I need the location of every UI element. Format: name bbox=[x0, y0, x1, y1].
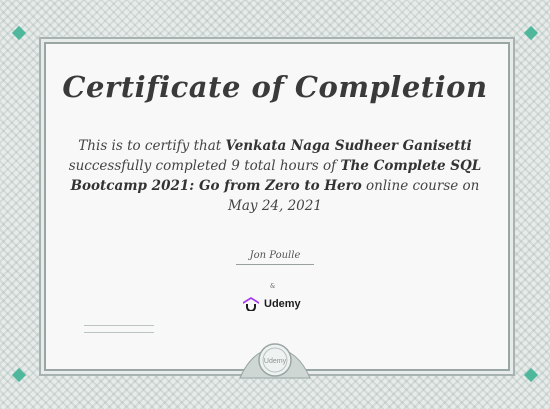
corner-ornament-bottom-right bbox=[524, 368, 538, 382]
corner-ornament-top-right bbox=[524, 26, 538, 40]
seal-emblem-icon bbox=[236, 330, 314, 380]
udemy-logo-icon bbox=[243, 297, 259, 311]
closing-text: online course on May 24, 2021 bbox=[228, 178, 480, 214]
recipient-name: Venkata Naga Sudheer Ganisetti bbox=[225, 138, 472, 154]
corner-ornament-bottom-left bbox=[12, 368, 26, 382]
signature-line bbox=[236, 264, 314, 265]
intro-text: This is to certify that bbox=[78, 138, 222, 154]
corner-ornament-top-left bbox=[12, 26, 26, 40]
connector-text: & bbox=[270, 283, 276, 290]
course-name: The Complete SQL Bootcamp 2021: Go from Zero to Hero bbox=[70, 158, 482, 194]
middle-text: successfully completed 9 total hours of bbox=[68, 158, 337, 174]
certificate-title: Certificate of Completion bbox=[62, 70, 488, 104]
udemy-brand bbox=[243, 294, 301, 314]
divider-line bbox=[84, 325, 154, 326]
signature: Jon Poulle bbox=[249, 250, 301, 261]
certificate-body bbox=[60, 136, 490, 216]
divider-line bbox=[84, 332, 154, 333]
brand-name: Udemy bbox=[264, 298, 301, 310]
seal-text: Udemy bbox=[263, 358, 287, 365]
